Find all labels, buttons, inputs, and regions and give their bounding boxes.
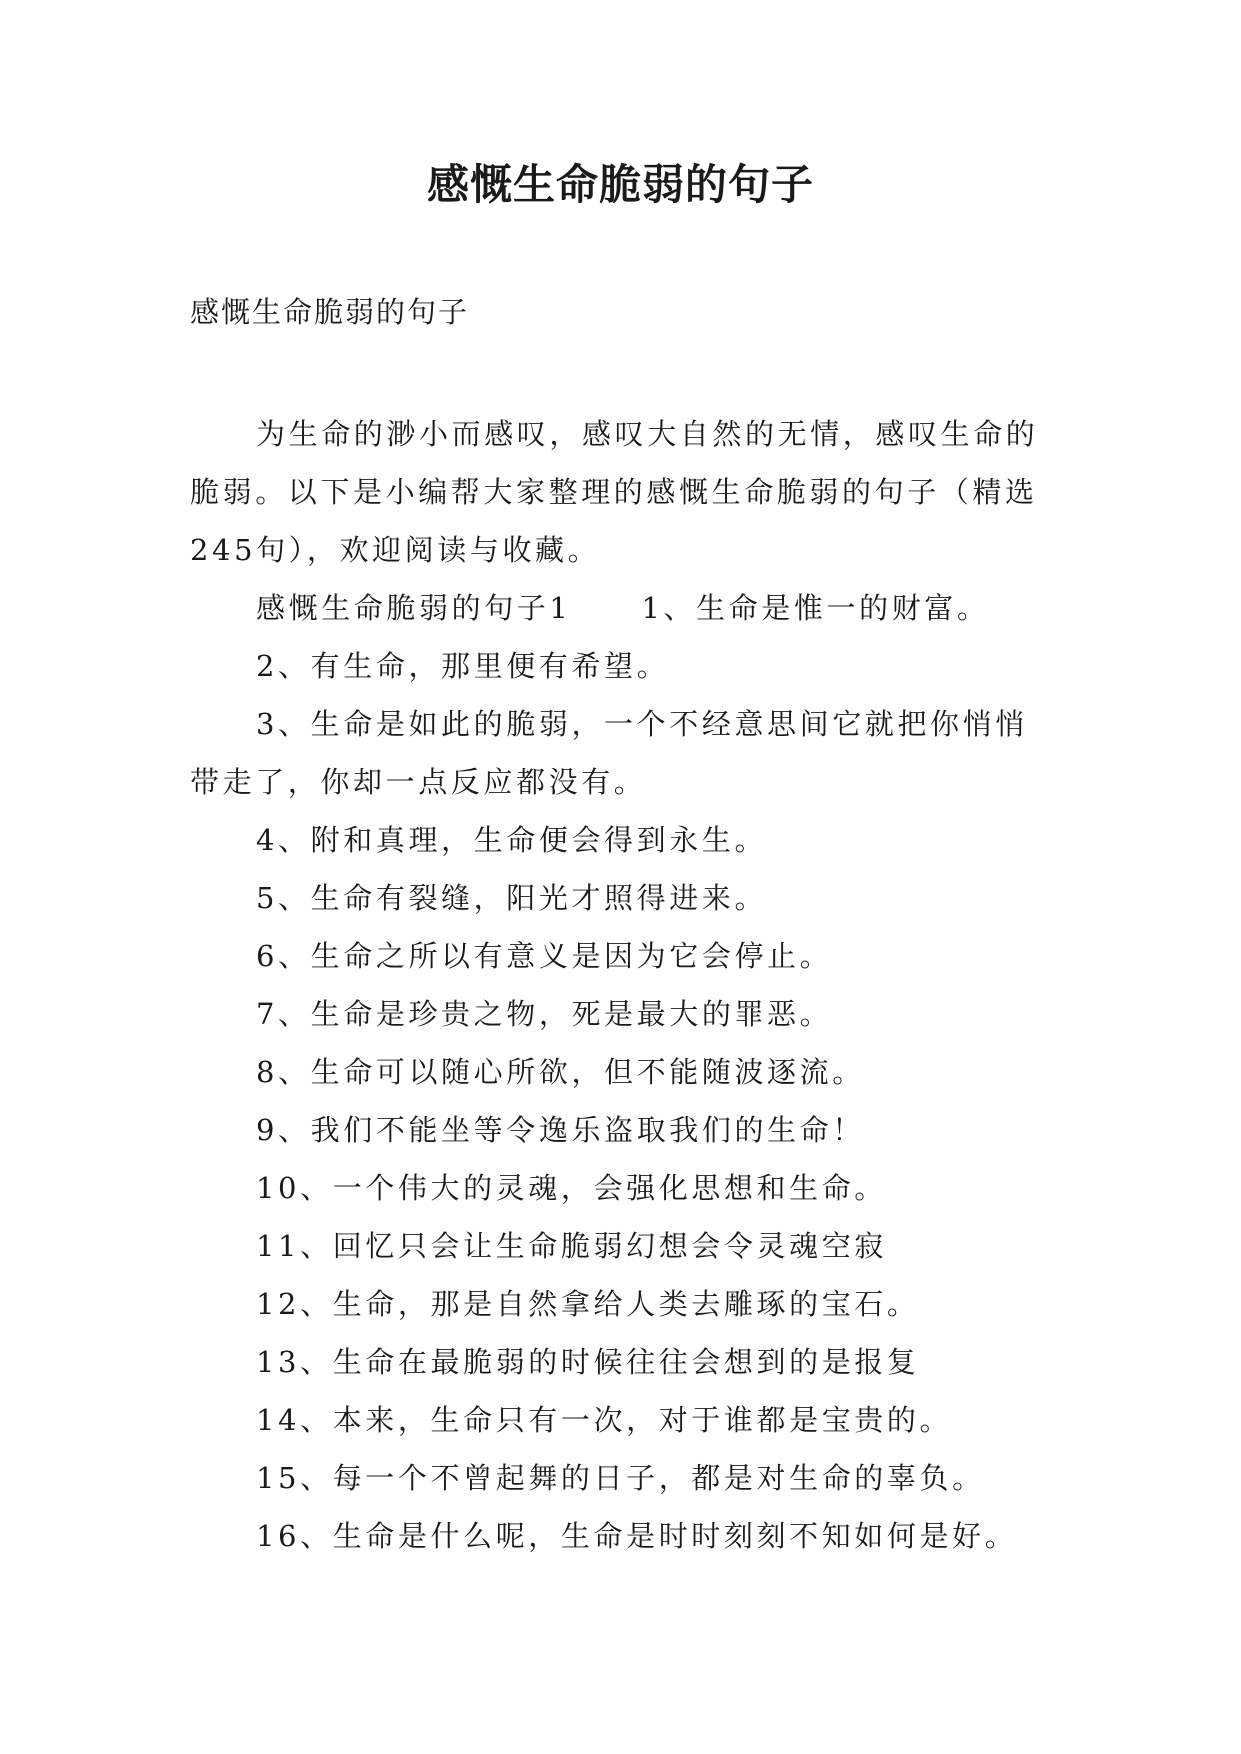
list-item: 13、生命在最脆弱的时候往往会想到的是报复 xyxy=(256,1345,920,1379)
list-item: 7、生命是珍贵之物，死是最大的罪恶。 xyxy=(256,997,833,1031)
list-item: 10、一个伟大的灵魂，会强化思想和生命。 xyxy=(256,1171,887,1205)
list-item: 15、每一个不曾起舞的日子，都是对生命的辜负。 xyxy=(256,1461,985,1495)
list-item: 9、我们不能坐等令逸乐盗取我们的生命！ xyxy=(256,1113,865,1147)
list-item: 6、生命之所以有意义是因为它会停止。 xyxy=(256,939,833,973)
document-subtitle: 感慨生命脆弱的句子 xyxy=(190,295,470,329)
list-item: 12、生命，那是自然拿给人类去雕琢的宝石。 xyxy=(256,1287,920,1321)
list-item: 11、回忆只会让生命脆弱幻想会令灵魂空寂 xyxy=(256,1229,887,1263)
list-item: 2、有生命，那里便有希望。 xyxy=(256,649,670,683)
list-item: 4、附和真理，生命便会得到永生。 xyxy=(256,823,768,857)
section-heading-line xyxy=(190,579,1060,637)
list-item: 3、生命是如此的脆弱，一个不经意思间它就把你悄悄带走了，你却一点反应都没有。 xyxy=(190,707,1028,799)
list-item: 8、生命可以随心所欲，但不能随波逐流。 xyxy=(256,1055,865,1089)
section-heading: 感慨生命脆弱的句子1 xyxy=(256,591,572,625)
document-title: 感慨生命脆弱的句子 xyxy=(426,160,814,209)
list-item: 1、生命是惟一的财富。 xyxy=(641,591,990,625)
list-item: 5、生命有裂缝，阳光才照得进来。 xyxy=(256,881,768,915)
intro-paragraph: 为生命的渺小而感叹，感叹大自然的无情，感叹生命的脆弱。以下是小编帮大家整理的感慨生命脆弱的句子（精选245句），欢迎阅读与收藏。 xyxy=(190,417,1039,567)
list-item: 14、本来，生命只有一次，对于谁都是宝贵的。 xyxy=(256,1403,953,1437)
document-body xyxy=(190,405,1060,1565)
list-item: 16、生命是什么呢，生命是时时刻刻不知如何是好。 xyxy=(256,1519,1018,1553)
